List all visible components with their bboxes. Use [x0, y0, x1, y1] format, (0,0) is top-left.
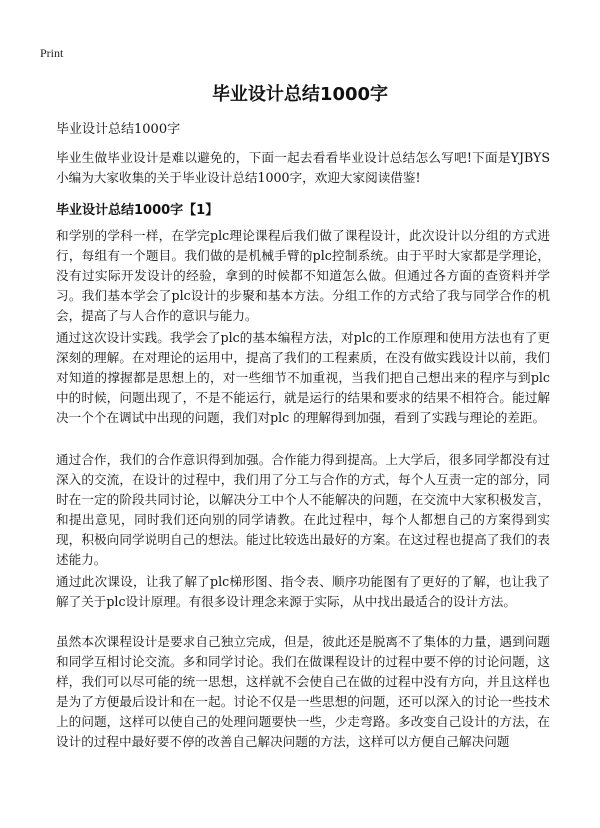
document-subtitle: 毕业设计总结1000字 [56, 122, 181, 137]
section-heading: 毕业设计总结1000字【1】 [56, 203, 219, 218]
print-label: Print [40, 46, 64, 60]
body-paragraph: 通过此次课设，让我了解了plc梯形图、指令表、顺序功能图有了更好的了解，也让我了解了关于plc设计原理。有很多设计理念来源于实际，从中找出最适合的设计方法。 [56, 574, 550, 609]
intro-paragraph: 毕业生做毕业设计是难以避免的，下面一起去看看毕业设计总结怎么写吧!下面是YJBYS小编为大家收集的关于毕业设计总结1000字，欢迎大家阅读借鉴! [56, 150, 550, 185]
body-paragraph: 和学别的学科一样，在学完plc理论课程后我们做了课程设计，此次设计以分组的方式进行，每组有一个题目。我们做的是机械手臂的plc控制系统。由于平时大家都是学理论，没有过实际开发设计的经验，拿到的时候都不知道怎么做。但通过各方面的查资料并学习。我们基本学会了plc设计的步聚和基本方法。分组工作的方式给了我与同学合作的机会，提高了与人合作的意识与能力。 [56, 228, 550, 323]
body-paragraph: 虽然本次课程设计是要求自己独立完成，但是，彼此还是脱离不了集体的力量，遇到问题和同学互相讨论交流。多和同学讨论。我们在做课程设计的过程中要不停的讨论问题，这样，我们可以尽可能的统一思想，这样就不会使自己在做的过程中没有方向，并且这样也是为了方便最后设计和在一起。讨论不仅是一些思想的问题，还可以深入的讨论一些技术上的问题，这样可以使自己的处理问题要快一些，少走弯路。多改变自己设计的方法，在设计的过程中最好要不停的改善自己解决问题的方法，这样可以方便自己解决问题 [56, 634, 550, 749]
body-paragraph: 通过这次设计实践。我学会了plc的基本编程方法，对plc的工作原理和使用方法也有了更深刻的理解。在对理论的运用中，提高了我们的工程素质，在没有做实践设计以前，我们对知道的撑握都是思想上的，对一些细节不加重视，当我们把自己想出来的程序与到plc中的时候，问题出现了，不是不能运行，就是运行的结果和要求的结果不相符合。能过解决一个个在调试中出现的问题，我们对plc 的理解得到加强，看到了实践与理论的差距。 [56, 330, 550, 425]
document-title: 毕业设计总结1000字 [211, 84, 389, 105]
body-paragraph: 通过合作，我们的合作意识得到加强。合作能力得到提高。上大学后，很多同学都没有过深入的交流，在设计的过程中，我们用了分工与合作的方式，每个人互责一定的部分，同时在一定的阶段共同讨论，以解决分工中个人不能解决的问题，在交流中大家积极发言，和提出意见，同时我们还向别的同学请教。在此过程中，每个人都想自己的方案得到实现，积极向同学说明自己的想法。能过比较选出最好的方案。在这过程也提高了我们的表述能力。 [56, 452, 550, 567]
